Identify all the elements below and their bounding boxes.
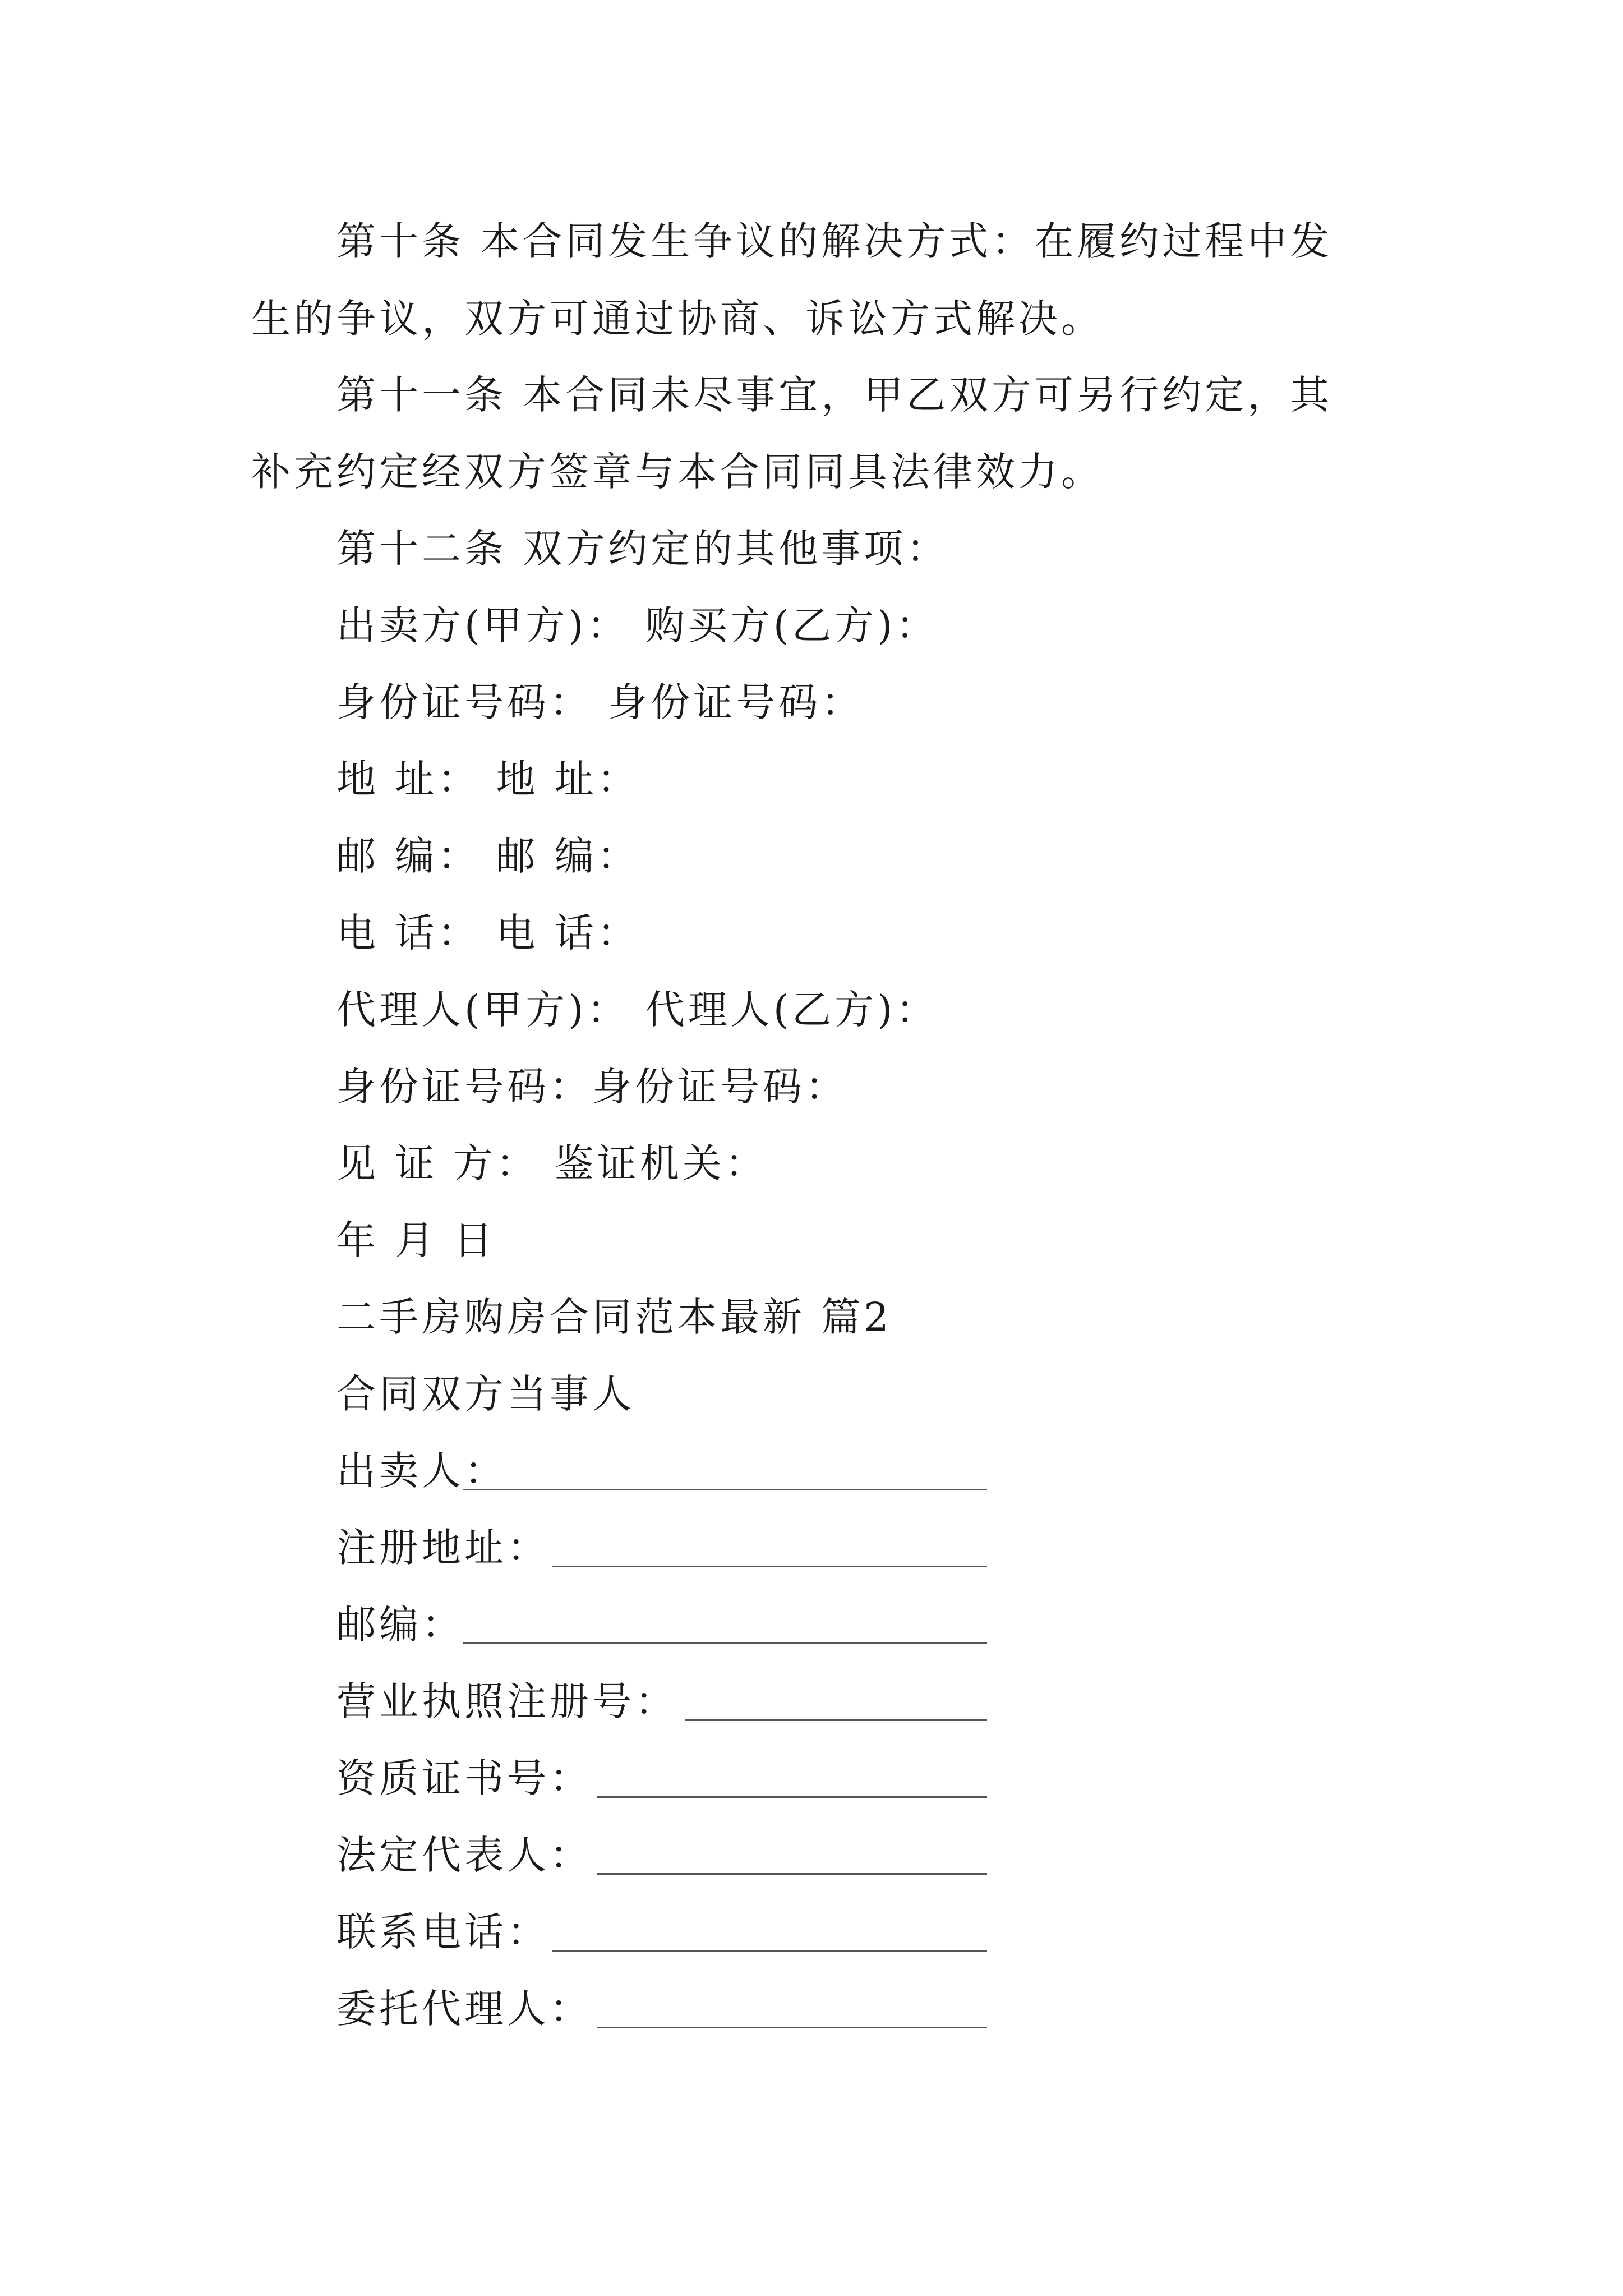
field-blank-legal-representative[interactable] — [597, 1873, 987, 1875]
field-label-seller: 出卖人： — [336, 1448, 507, 1494]
address-line: 地 址： 地 址： — [336, 756, 640, 802]
field-label-authorized-agent: 委托代理人： — [336, 1986, 592, 2032]
field-label-business-license: 营业执照注册号： — [336, 1678, 677, 1724]
field-label-legal-representative: 法定代表人： — [336, 1832, 592, 1878]
party-line: 出卖方(甲方)： 购买方(乙方)： — [336, 602, 939, 648]
id-number-line: 身份证号码： 身份证号码： — [336, 679, 864, 725]
field-label-contact-phone: 联系电话： — [336, 1909, 550, 1955]
contract-parties-heading: 合同双方当事人 — [336, 1371, 635, 1417]
field-blank-authorized-agent[interactable] — [597, 2027, 987, 2028]
phone-line: 电 话： 电 话： — [336, 910, 640, 956]
field-blank-business-license[interactable] — [685, 1719, 987, 1721]
field-blank-qualification-cert[interactable] — [597, 1796, 987, 1798]
paragraph-article-10-line-1: 第十条 本合同发生争议的解决方式：在履约过程中发 — [336, 218, 1333, 264]
field-label-registered-address: 注册地址： — [336, 1525, 550, 1571]
article-12-heading: 第十二条 双方约定的其他事项： — [336, 526, 949, 572]
paragraph-article-11-line-1: 第十一条 本合同未尽事宜，甲乙双方可另行约定，其 — [336, 372, 1333, 418]
date-line: 年 月 日 — [336, 1217, 496, 1263]
paragraph-article-10-line-2: 生的争议，双方可通过协商、诉讼方式解决。 — [251, 296, 1104, 342]
postcode-line: 邮 编： 邮 编： — [336, 833, 640, 879]
paragraph-article-11-line-2: 补充约定经双方签章与本合同同具法律效力。 — [251, 449, 1104, 495]
witness-line: 见 证 方： 鉴证机关： — [336, 1140, 768, 1186]
field-label-qualification-cert: 资质证书号： — [336, 1755, 592, 1801]
field-blank-seller[interactable] — [463, 1489, 987, 1490]
field-label-postcode: 邮编： — [336, 1602, 464, 1648]
field-blank-registered-address[interactable] — [552, 1566, 987, 1567]
agent-line: 代理人(甲方)： 代理人(乙方)： — [336, 987, 939, 1033]
field-blank-contact-phone[interactable] — [552, 1950, 987, 1952]
agent-id-number-line: 身份证号码：身份证号码： — [336, 1064, 848, 1110]
section-heading: 二手房购房合同范本最新 篇2 — [336, 1294, 892, 1340]
field-blank-postcode[interactable] — [463, 1642, 987, 1644]
